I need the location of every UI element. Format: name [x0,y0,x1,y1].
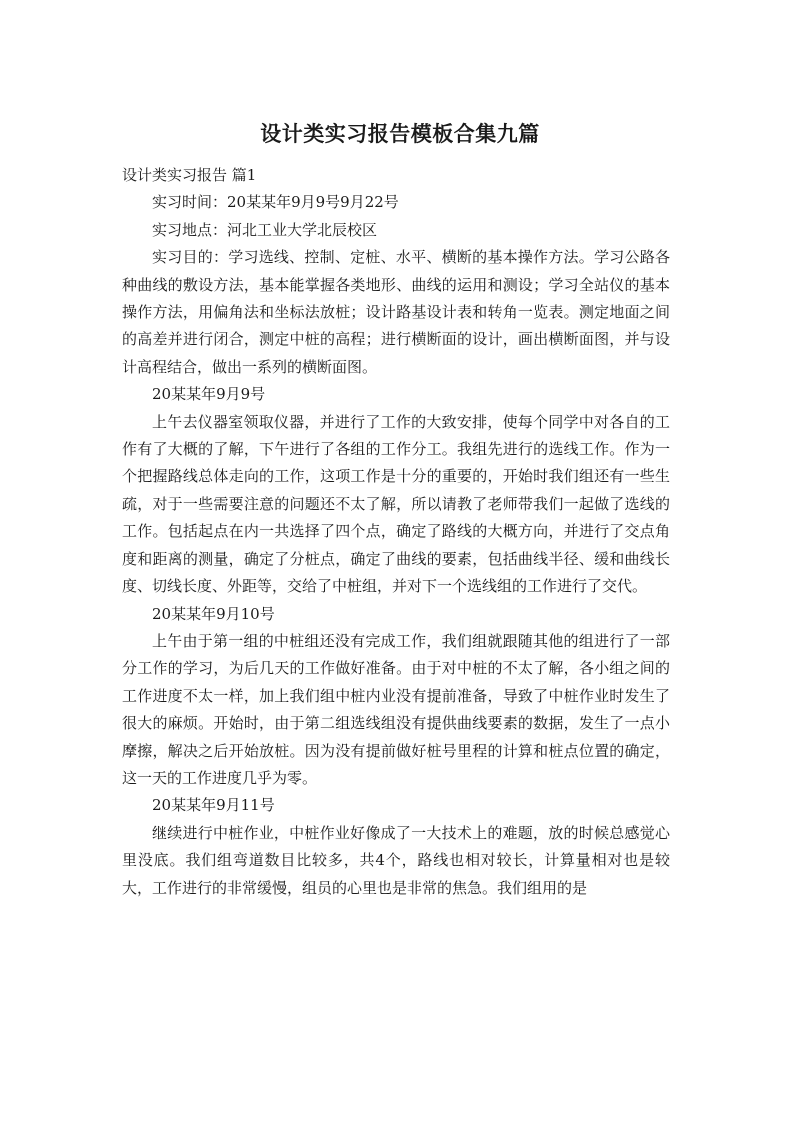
paragraph-sep-10: 上午由于第一组的中桩组还没有完成工作，我们组就跟随其他的组进行了一部分工作的学习，为后几天的工作做好准备。由于对中桩的不太了解，各小组之间的工作进度不太一样，加上我们组中桩内业没有提前准备，导致了中桩作业时发生了很大的麻烦。开始时，由于第二组选线组没有提供曲线要素的数据，发生了一点小摩擦，解决之后开始放桩。因为没有提前做好桩号里程的计算和桩点位置的确定，这一天的工作进度几乎为零。 [122,631,670,787]
date-heading-sep-10: 20某某年9月10号 [152,604,275,623]
section-heading: 设计类实习报告 篇1 [122,166,257,184]
paragraph-internship-purpose: 实习目的：学习选线、控制、定桩、水平、横断的基本操作方法。学习公路各种曲线的敷设方法，基本能掌握各类地形、曲线的运用和测设；学习全站仪的基本操作方法，用偏角法和坐标法放桩；设计路基设计表和转角一览表。测定地面之间的高差并进行闭合，测定中桩的高程；进行横断面的设计，画出横断面图，并与设计高程结合，做出一系列的横断面图。 [122,248,670,376]
document-title: 设计类实习报告模板合集九篇 [260,122,540,146]
paragraph-internship-time: 实习时间：20某某年9月9号9月22号 [152,193,399,212]
paragraph-internship-location: 实习地点：河北工业大学北辰校区 [152,220,378,239]
date-heading-sep-11: 20某某年9月11号 [152,796,275,815]
paragraph-sep-11: 继续进行中桩作业，中桩作业好像成了一大技术上的难题，放的时候总感觉心里没底。我们组弯道数目比较多，共4个，路线也相对较长，计算量相对也是较大，工作进行的非常缓慢，组员的心里也是非常的焦急。我们组用的是 [122,823,670,897]
document-body [122,162,670,902]
paragraph-sep-9: 上午去仪器室领取仪器，并进行了工作的大致安排，使每个同学中对各自的工作有了大概的了解，下午进行了各组的工作分工。我组先进行的选线工作。作为一个把握路线总体走向的工作，这项工作是十分的重要的，开始时我们组还有一些生疏，对于一些需要注意的问题还不太了解，所以请教了老师带我们一起做了选线的工作。包括起点在内一共选择了四个点，确定了路线的大概方向，并进行了交点角度和距离的测量，确定了分桩点，确定了曲线的要素，包括曲线半径、缓和曲线长度、切线长度、外距等，交给了中桩组，并对下一个选线组的工作进行了交代。 [122,412,670,596]
date-heading-sep-9: 20某某年9月9号 [152,385,266,404]
